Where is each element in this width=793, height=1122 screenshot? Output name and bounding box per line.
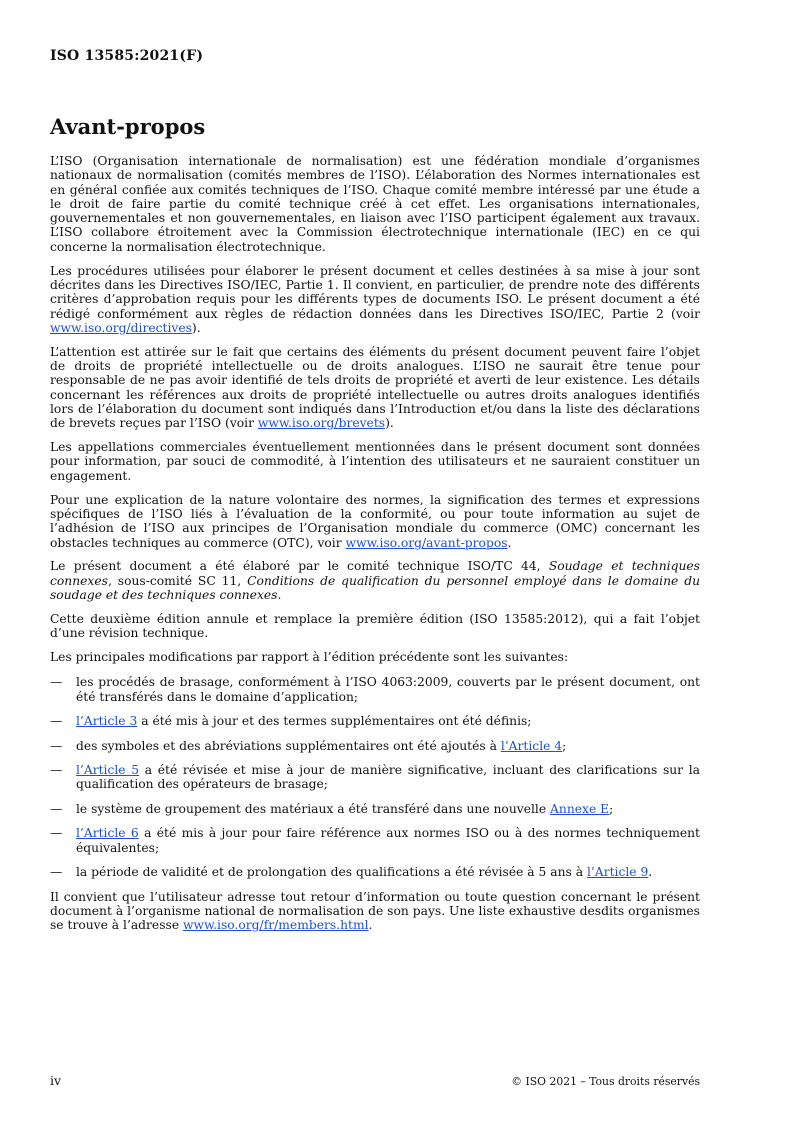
paragraph-procedures: Les procédures utilisées pour élaborer le présent document et celles destinées à sa mise à jour sont décrites dans les Directives ISO/IEC, Partie 1. Il convient, en particulier, de prendre note des différents critères d’approbation requis pour les différents types de documents ISO. Le présent document a été rédigé conformément aux règles de rédaction données dans les Directives ISO/IEC, Partie 2 (voir www.iso.org/directives). [50, 263, 700, 335]
link-directives[interactable]: www.iso.org/directives [50, 320, 192, 335]
link-avant-propos[interactable]: www.iso.org/avant-propos [345, 535, 508, 550]
dash-mark: — [50, 675, 63, 690]
paragraph-iso-intro: L’ISO (Organisation internationale de normalisation) est une fédération mondiale d’organismes nationaux de normalisation (comités membres de l’ISO). L’élaboration des Normes internationales est en général confiée aux comités techniques de l’ISO. Chaque comité membre intéressé par une étude a le droit de faire partie du comité technique créé à cet effet. Les organisations internationales, gouvernementales et non gouvernementales, en liaison avec l’ISO participent également aux travaux. L’ISO collabore étroitement avec la Commission électrotechnique internationale (IEC) en ce qui concerne la normalisation électrotechnique. [50, 154, 700, 254]
foreword-body [50, 154, 700, 942]
dash-mark: — [50, 738, 63, 753]
list-item: — le système de groupement des matériaux a été transféré dans une nouvelle Annexe E; [50, 801, 614, 816]
page-number: iv [50, 1073, 62, 1088]
paragraph-committee: Le présent document a été élaboré par le comité technique ISO/TC 44, Soudage et techniques connexes, sous-comité SC 11, Conditions de qualification du personnel employé dans le domaine du soudage et des techniques connexes. [50, 559, 700, 602]
list-item: — l’Article 3 a été mis à jour et des termes supplémentaires ont été définis; [50, 714, 532, 729]
dash-mark: — [50, 826, 63, 841]
paragraph-changes-intro: Les principales modifications par rapport à l’édition précédente sont les suivantes: [50, 650, 569, 665]
dash-mark: — [50, 865, 63, 880]
committee-title: Soudage et techniques connexes [50, 559, 700, 588]
list-item: — l’Article 6 a été mis à jour pour faire référence aux normes ISO ou à des normes techniquement équivalentes; [50, 826, 700, 855]
paragraph-feedback: Il convient que l’utilisateur adresse tout retour d’information ou toute question concernant le présent document à l’organisme national de normalisation de son pays. Une liste exhaustive desdits organismes se trouve à l’adresse www.iso.org/fr/members.html. [50, 889, 700, 933]
page-title: Avant-propos [50, 114, 206, 139]
paragraph-patents: L’attention est attirée sur le fait que certains des éléments du présent document peuvent faire l’objet de droits de propriété intellectuelle ou de droits analogues. L’ISO ne saurait être tenue pour responsable de ne pas avoir identifié de tels droits de propriété et averti de leur existence. Les détails concernant les références aux droits de propriété intellectuelle ou autres droits analogues identifiés lors de l’élaboration du document sont indiqués dans l’Introduction et/ou dans la liste des déclarations de brevets reçues par l’ISO (voir www.iso.org/brevets). [50, 344, 700, 431]
page [50, 0, 700, 1122]
list-item: — l’Article 5 a été révisée et mise à jour de manière significative, incluant des clarifications sur la qualification des opérateurs de brasage; [50, 763, 700, 792]
link-article-9[interactable]: l’Article 9 [586, 865, 649, 880]
dash-mark: — [50, 801, 63, 816]
link-annexe-e[interactable]: Annexe E [550, 801, 610, 816]
paragraph-trade-names: Les appellations commerciales éventuellement mentionnées dans le présent document sont données pour information, par souci de commodité, à l’intention des utilisateurs et ne sauraient constituer un engagement. [50, 440, 700, 483]
subcommittee-title: Conditions de qualification du personnel employé dans le domaine du soudage et des techniques connexes [50, 573, 700, 602]
list-item: — la période de validité et de prolongation des qualifications a été révisée à 5 ans à l’Article 9. [50, 865, 653, 880]
link-article-5[interactable]: l’Article 5 [76, 763, 140, 778]
list-item: — des symboles et des abréviations supplémentaires ont été ajoutés à l’Article 4; [50, 738, 567, 753]
copyright-notice: © ISO 2021 – Tous droits réservés [511, 1075, 700, 1088]
dash-mark: — [50, 714, 63, 729]
paragraph-voluntary-nature: Pour une explication de la nature volontaire des normes, la signification des termes et expressions spécifiques de l’ISO liés à l’évaluation de la conformité, ou pour toute information au sujet de l’adhésion de l’ISO aux principes de l’Organisation mondiale du commerce (OMC) concernant les obstacles techniques au commerce (OTC), voir www.iso.org/avant-propos. [50, 492, 700, 550]
link-members[interactable]: www.iso.org/fr/members.html [183, 918, 369, 933]
link-brevets[interactable]: www.iso.org/brevets [257, 416, 386, 431]
paragraph-edition: Cette deuxième édition annule et remplace la première édition (ISO 13585:2012), qui a fait l’objet d’une révision technique. [50, 611, 700, 641]
link-article-3[interactable]: l’Article 3 [76, 714, 138, 729]
link-article-4[interactable]: l’Article 4 [500, 738, 563, 753]
link-article-6[interactable]: l’Article 6 [76, 826, 139, 841]
list-item: — les procédés de brasage, conformément à l’ISO 4063:2009, couverts par le présent document, ont été transférés dans le domaine d’application; [50, 675, 700, 704]
dash-mark: — [50, 763, 63, 778]
document-id-header: ISO 13585:2021(F) [50, 48, 204, 64]
